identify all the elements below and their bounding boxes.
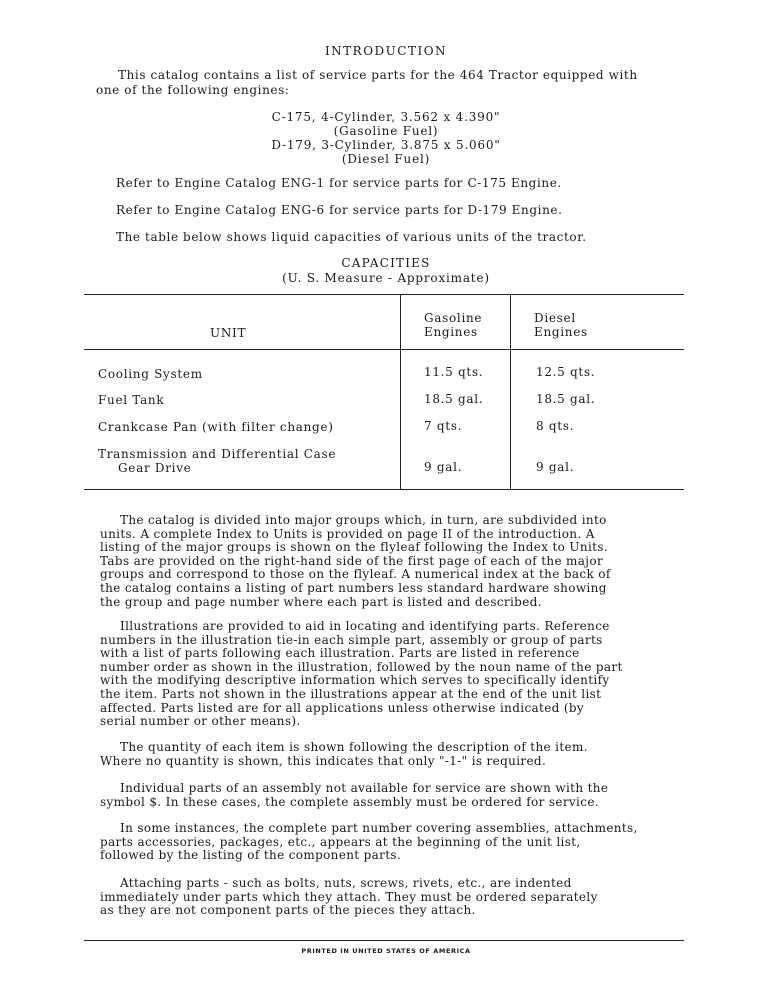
body-paragraph [100,741,680,768]
paragraph-line: Where no quantity is shown, this indicates that only "-1-" is required. [100,753,547,768]
table-rule [84,349,684,350]
engine-fuel: (Diesel Fuel) [341,152,431,166]
paragraph-line: Attaching parts - such as bolts, nuts, screws, rivets, etc., are indented [120,876,572,890]
paragraph-line: followed by the listing of the component parts. [100,848,402,863]
paragraph-line: with a list of parts following each illustration. Parts are listed in reference [100,646,580,661]
table-row-unit: Fuel Tank [98,393,165,407]
capacities-title: CAPACITIES [341,256,431,270]
reference-line: The table below shows liquid capacities of various units of the tractor. [116,230,587,244]
paragraph-line: parts accessories, packages, etc., appears at the beginning of the unit list, [100,834,581,849]
paragraph-line: serial number or other means). [100,714,301,729]
table-row-gasoline: 7 qts. [424,419,463,433]
paragraph-line: the group and page number where each part is listed and described. [100,594,542,609]
paragraph-line: the catalog contains a listing of part numbers less standard hardware showing [100,580,607,595]
table-row-unit: Cooling System [98,367,203,381]
paragraph-line: numbers in the illustration tie-in each simple part, assembly or group of parts [100,632,603,647]
paragraph-line: with the modifying descriptive information which serves to specifically identify [100,673,610,688]
paragraph-line: immediately under parts which they attach. They must be ordered separately [100,889,598,904]
intro-line: This catalog contains a list of service parts for the 464 Tractor equipped with [118,68,638,82]
paragraph-line: Individual parts of an assembly not available for service are shown with the [120,781,609,795]
header-diesel: Engines [534,325,588,339]
header-gasoline: Engines [424,325,478,339]
table-row-gasoline: 9 gal. [424,460,463,474]
capacities-subtitle: (U. S. Measure - Approximate) [282,271,490,285]
reference-line: Refer to Engine Catalog ENG-6 for service parts for D-179 Engine. [116,203,563,217]
header-gasoline: Gasoline [424,311,483,325]
table-row-gasoline: 18.5 gal. [424,392,484,406]
table-row-unit-cont: Gear Drive [118,461,192,475]
table-column-divider [400,294,401,490]
header-unit: UNIT [210,326,247,340]
table-row-unit: Crankcase Pan (with filter change) [98,420,334,434]
page-title: INTRODUCTION [324,44,448,58]
header-diesel: Diesel [534,311,576,325]
engine-line: C-175, 4-Cylinder, 3.562 x 4.390" [271,110,501,124]
engine-list [0,110,772,166]
reference-line: Refer to Engine Catalog ENG-1 for service parts for C-175 Engine. [116,176,562,190]
body-paragraph [100,822,680,863]
table-row-diesel: 18.5 gal. [536,392,596,406]
engine-line: D-179, 3-Cylinder, 3.875 x 5.060" [271,138,501,152]
body-paragraph [100,782,680,809]
footer-rule [84,940,684,941]
engine-fuel: (Gasoline Fuel) [333,124,439,138]
paragraph-line: units. A complete Index to Units is provided on page II of the introduction. A [100,526,595,541]
body-paragraph [100,877,680,918]
paragraph-line: Tabs are provided on the right-hand side of the first page of each of the major [100,553,604,568]
table-column-divider [510,294,511,490]
paragraph-line: affected. Parts listed are for all applications unless otherwise indicated (by [100,700,585,715]
table-rule [84,294,684,295]
paragraph-line: number order as shown in the illustration, followed by the noun name of the part [100,659,623,674]
table-row-diesel: 8 qts. [536,419,575,433]
table-row-unit: Transmission and Differential Case [98,447,337,461]
paragraph-line: listing of the major groups is shown on the flyleaf following the Index to Units. [100,540,608,555]
paragraph-line: The catalog is divided into major groups which, in turn, are subdivided into [120,513,607,527]
table-row-diesel: 12.5 qts. [536,365,596,379]
paragraph-line: groups and correspond to those on the flyleaf. A numerical index at the back of [100,567,611,582]
paragraph-line: symbol $. In these cases, the complete assembly must be ordered for service. [100,794,599,809]
table-row-diesel: 9 gal. [536,460,575,474]
intro-line: one of the following engines: [96,83,290,97]
body-paragraph [100,620,680,729]
paragraph-line: The quantity of each item is shown following the description of the item. [120,740,588,754]
table-row-gasoline: 11.5 qts. [424,365,484,379]
paragraph-line: as they are not component parts of the pieces they attach. [100,903,476,918]
table-rule [84,489,684,490]
paragraph-line: the item. Parts not shown in the illustrations appear at the end of the unit list [100,686,602,701]
paragraph-line: In some instances, the complete part number covering assemblies, attachments, [120,821,638,835]
body-paragraph [100,514,680,609]
printed-in-footer: PRINTED IN UNITED STATES OF AMERICA [301,947,471,955]
paragraph-line: Illustrations are provided to aid in locating and identifying parts. Reference [120,619,610,633]
capacities-table [84,294,684,490]
intro-paragraph [96,68,696,98]
